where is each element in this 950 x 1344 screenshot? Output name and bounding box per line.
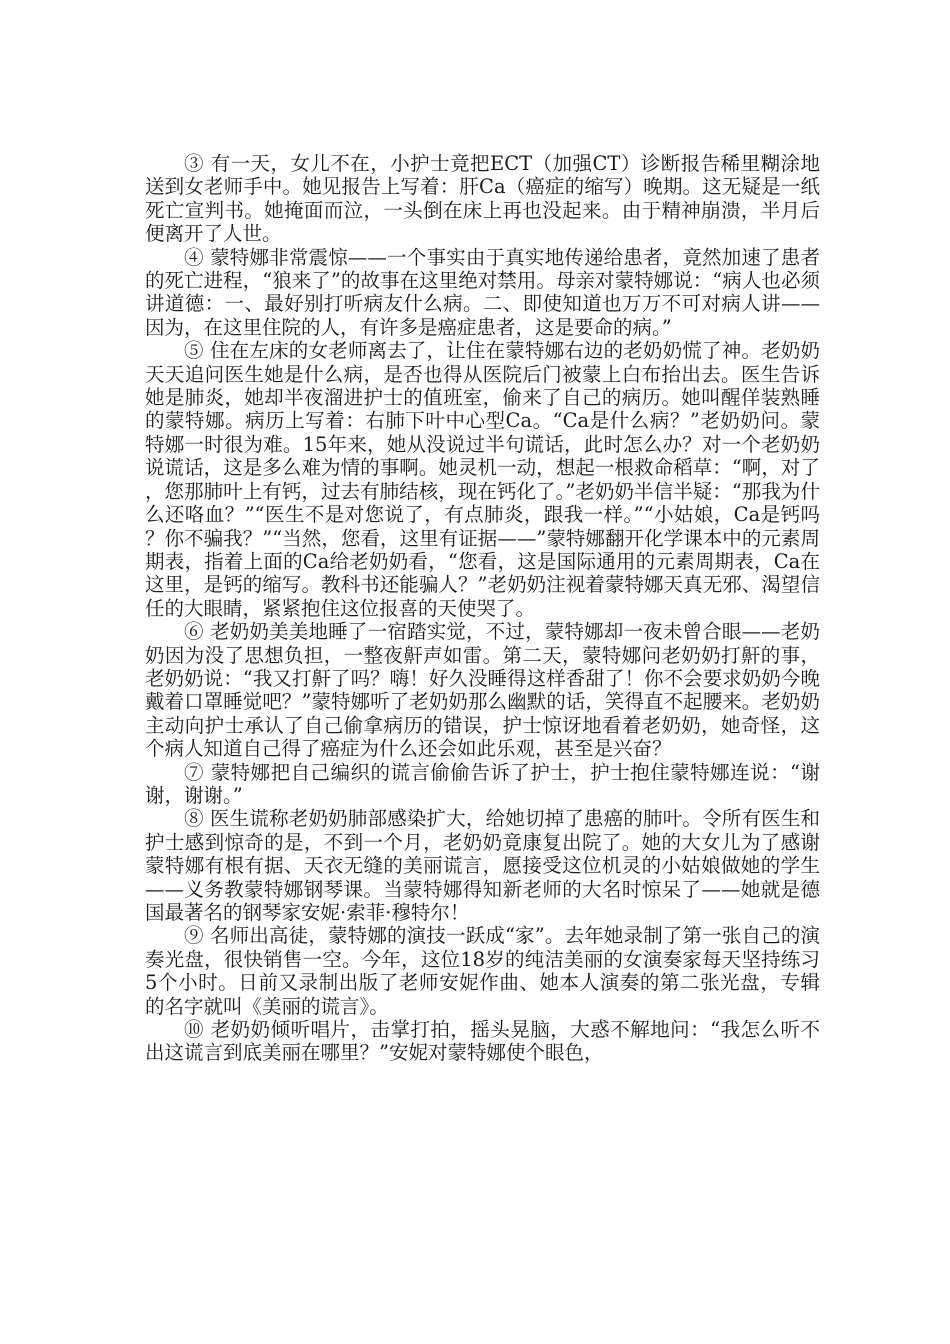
paragraph-6: ⑥ 老奶奶美美地睡了一宿踏实觉，不过，蒙特娜却一夜未曾合眼——老奶奶因为没了思想负担，一整夜鼾声如雷。第二天，蒙特娜问老奶奶打鼾的事，老奶奶说：“我又打鼾了吗？嗨！好久没睡得这样香甜了！你不会要求奶奶今晚戴着口罩睡觉吧？”蒙特娜听了老奶奶那么幽默的话，笑得直不起腰来。老奶奶主动向护士承认了自己偷拿病历的错误，护士惊讶地看着老奶奶，她奇怪，这个病人知道自己得了癌症为什么还会如此乐观，甚至是兴奋？: [145, 620, 820, 761]
article-body: [145, 152, 820, 1065]
paragraph-4: ④ 蒙特娜非常震惊——一个事实由于真实地传递给患者，竟然加速了患者的死亡进程，“狼来了”的故事在这里绝对禁用。母亲对蒙特娜说：“病人也必须讲道德：一、最好别打听病友什么病。二、即使知道也万万不可对病人讲——因为，在这里住院的人，有许多是癌症患者，这是要命的病。”: [145, 245, 820, 339]
paragraph-7: ⑦ 蒙特娜把自己编织的谎言偷偷告诉了护士，护士抱住蒙特娜连说：“谢谢，谢谢。”: [145, 760, 820, 807]
paragraph-3: ③ 有一天，女儿不在，小护士竟把ECT（加强CT）诊断报告稀里糊涂地送到女老师手中。她见报告上写着：肝Ca（癌症的缩写）晚期。这无疑是一纸死亡宣判书。她掩面而泣，一头倒在床上再也没起来。由于精神崩溃，半月后便离开了人世。: [145, 152, 820, 246]
paragraph-9: ⑨ 名师出高徒，蒙特娜的演技一跃成“家”。去年她录制了第一张自己的演奏光盘，很快销售一空。今年，这位18岁的纯洁美丽的女演奏家每天坚持练习5个小时。日前又录制出版了老师安妮作曲、她本人演奏的第二张光盘，专辑的名字就叫《美丽的谎言》。: [145, 924, 820, 1018]
paragraph-5: ⑤ 住在左床的女老师离去了，让住在蒙特娜右边的老奶奶慌了神。老奶奶天天追问医生她是什么病，是否也得从医院后门被蒙上白布抬出去。医生告诉她是肺炎，她却半夜溜进护士的值班室，偷来了自己的病历。她叫醒佯装熟睡的蒙特娜。病历上写着：右肺下叶中心型Ca。“Ca是什么病？”老奶奶问。蒙特娜一时很为难。15年来，她从没说过半句谎话，此时怎么办？对一个老奶奶说谎话，这是多么难为情的事啊。她灵机一动，想起一根救命稻草：“啊，对了，您那肺叶上有钙，过去有肺结核，现在钙化了。”老奶奶半信半疑：“那我为什么还咯血？”“医生不是对您说了，有点肺炎，跟我一样。”“小姑娘，Ca是钙吗？你不骗我？”“当然，您看，这里有证据——”蒙特娜翻开化学课本中的元素周期表，指着上面的Ca给老奶奶看，“您看，这是国际通用的元素周期表，Ca在这里，是钙的缩写。教科书还能骗人？”老奶奶注视着蒙特娜天真无邪、渴望信任的大眼睛，紧紧抱住这位报喜的天使哭了。: [145, 339, 820, 620]
paragraph-10: ⑩ 老奶奶倾听唱片，击掌打拍，摇头晃脑，大惑不解地问：“我怎么听不出这谎言到底美丽在哪里？”安妮对蒙特娜使个眼色，: [145, 1018, 820, 1065]
paragraph-8: ⑧ 医生谎称老奶奶肺部感染扩大，给她切掉了患癌的肺叶。令所有医生和护士感到惊奇的是，不到一个月，老奶奶竟康复出院了。她的大女儿为了感谢蒙特娜有根有据、天衣无缝的美丽谎言，愿接受这位机灵的小姑娘做她的学生——义务教蒙特娜钢琴课。当蒙特娜得知新老师的大名时惊呆了——她就是德国最著名的钢琴家安妮·索菲·穆特尔！: [145, 807, 820, 924]
